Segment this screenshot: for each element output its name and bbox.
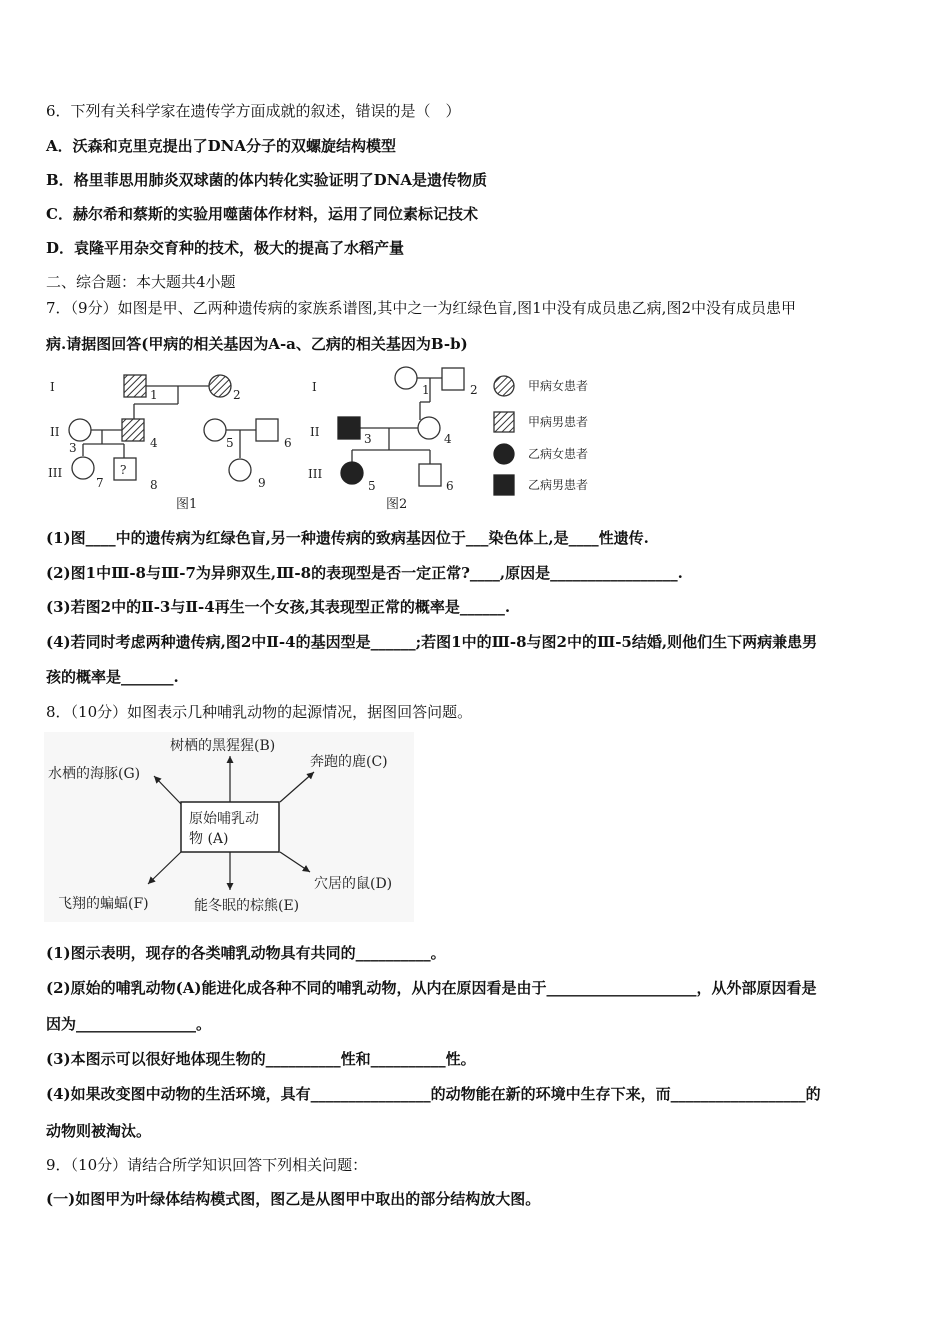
fig1-ii6-male [256,419,278,441]
label-f: 飞翔的蝙蝠(F) [58,896,149,912]
q8-sub-1: (1)图示表明，现存的各类哺乳动物具有共同的__________。 [46,944,446,962]
fig1-i2-female-affected-a [209,375,231,397]
q7-sub-2: (2)图1中Ⅲ-8与Ⅲ-7为异卵双生,Ⅲ-8的表现型是否一定正常?____,原因是_________________. [46,564,683,582]
fig1-gen-i: I [50,380,55,394]
fig2-num-1: 1 [422,383,430,397]
fig2-i1-female [395,367,417,389]
fig2-num-5: 5 [368,479,376,493]
q8-sub-4: (4)如果改变图中动物的生活环境，具有________________的动物能在新的环境中生存下来，而__________________的 [46,1085,821,1103]
label-b: 树栖的黑猩猩(B) [170,738,276,754]
fig1-num-4: 4 [150,436,158,450]
fig1-num-8: 8 [150,478,158,492]
fig2-num-4: 4 [444,432,452,446]
q9-sub-1: (一)如图甲为叶绿体结构模式图，图乙是从图甲中取出的部分结构放大图。 [46,1190,541,1208]
legend-b-female: 乙病女患者 [528,447,589,461]
q7-sub-1: (1)图____中的遗传病为红绿色盲,另一种遗传病的致病基因位于___染色体上,是____性遗传. [46,529,649,547]
fig2-num-3: 3 [364,432,372,446]
q6-stem: 6．下列有关科学家在遗传学方面成就的叙述，错误的是（ ） [46,102,461,120]
fig1-num-9: 9 [258,476,266,490]
fig1-ii4-male-affected-a [122,419,144,441]
q6-option-d: D．袁隆平用杂交育种的技术，极大的提高了水稻产量 [46,239,405,257]
fig2-caption: 图2 [386,497,408,512]
q7-stem-line1: 7．（9分）如图是甲、乙两种遗传病的家族系谱图,其中之一为红绿色盲,图1中没有成员患乙病,图2中没有成员患甲 [46,299,796,317]
pedigree-figure [44,366,614,516]
fig1-ii3-female [69,419,91,441]
legend-a-female-symbol [494,376,514,396]
fig2-gen-iii: III [308,467,323,481]
fig1-i1-male-affected-a [124,375,146,397]
legend-b-male: 乙病男患者 [528,478,589,492]
legend-a-female: 甲病女患者 [528,379,589,393]
label-e: 能冬眠的棕熊(E) [194,898,300,914]
fig1-num-5: 5 [226,436,234,450]
fig2-i2-male [442,368,464,390]
q7-stem-line2: 病.请据图回答(甲病的相关基因为A-a、乙病的相关基因为B-b) [46,335,468,353]
fig2-gen-i: I [312,380,317,394]
fig1-num-7: 7 [96,476,104,490]
fig1-num-1: 1 [150,388,158,402]
q8-stem: 8．（10分）如图表示几种哺乳动物的起源情况，据图回答问题。 [46,703,473,721]
fig1-num-6: 6 [284,436,292,450]
q6-option-c: C．赫尔希和蔡斯的实验用噬菌体作材料，运用了同位素标记技术 [46,205,478,223]
center-label-line1: 原始哺乳动 [189,811,259,827]
q8-sub-2: (2)原始的哺乳动物(A)能进化成各种不同的哺乳动物，从内在原因看是由于____________________，从外部原因看是 [46,979,817,997]
q7-sub-3: (3)若图2中的Ⅱ-3与Ⅱ-4再生一个女孩,其表现型正常的概率是______. [46,598,511,616]
legend-a-male-symbol [494,412,514,432]
center-label-line2: 物 (A) [189,831,229,847]
fig1-num-2: 2 [233,388,241,402]
fig2-ii4-female [418,417,440,439]
q7-sub-4-cont: 孩的概率是_______. [46,668,179,686]
label-c: 奔跑的鹿(C) [310,754,388,770]
q6-option-b: B．格里菲思用肺炎双球菌的体内转化实验证明了DNA是遗传物质 [46,171,488,189]
fig2-num-6: 6 [446,479,454,493]
fig1-gen-iii: III [48,466,63,480]
q8-sub-2-cont: 因为________________。 [46,1015,212,1033]
mammal-origin-figure [44,732,414,922]
fig2-gen-ii: II [310,425,320,439]
fig2-ii3-male-affected-b [338,417,360,439]
legend-b-female-symbol [494,444,514,464]
q7-sub-4: (4)若同时考虑两种遗传病,图2中Ⅱ-4的基因型是______;若图1中的Ⅲ-8与图2中的Ⅲ-5结婚,则他们生下两病兼患男 [46,633,818,651]
q8-sub-3: (3)本图示可以很好地体现生物的__________性和__________性。 [46,1050,476,1068]
label-g: 水栖的海豚(G) [48,766,141,782]
q8-sub-4-cont: 动物则被淘汰。 [46,1122,152,1140]
fig1-num-3: 3 [69,441,77,455]
fig2-num-2: 2 [470,383,478,397]
legend-b-male-symbol [494,475,514,495]
fig2-iii6-male [419,464,441,486]
label-d: 穴居的鼠(D) [314,876,393,892]
fig1-iii7-female [72,457,94,479]
q6-option-a: A．沃森和克里克提出了DNA分子的双螺旋结构模型 [46,137,396,155]
q9-stem: 9．（10分）请结合所学知识回答下列相关问题： [46,1156,368,1174]
fig2-iii5-female-affected-b [341,462,363,484]
fig1-ii5-female [204,419,226,441]
legend-a-male: 甲病男患者 [528,415,589,429]
fig1-gen-ii: II [50,425,60,439]
fig1-iii9-female [229,459,251,481]
section-title: 二、综合题：本大题共4小题 [46,273,236,291]
fig1-unknown-mark: ? [120,463,127,477]
fig1-caption: 图1 [176,497,198,512]
